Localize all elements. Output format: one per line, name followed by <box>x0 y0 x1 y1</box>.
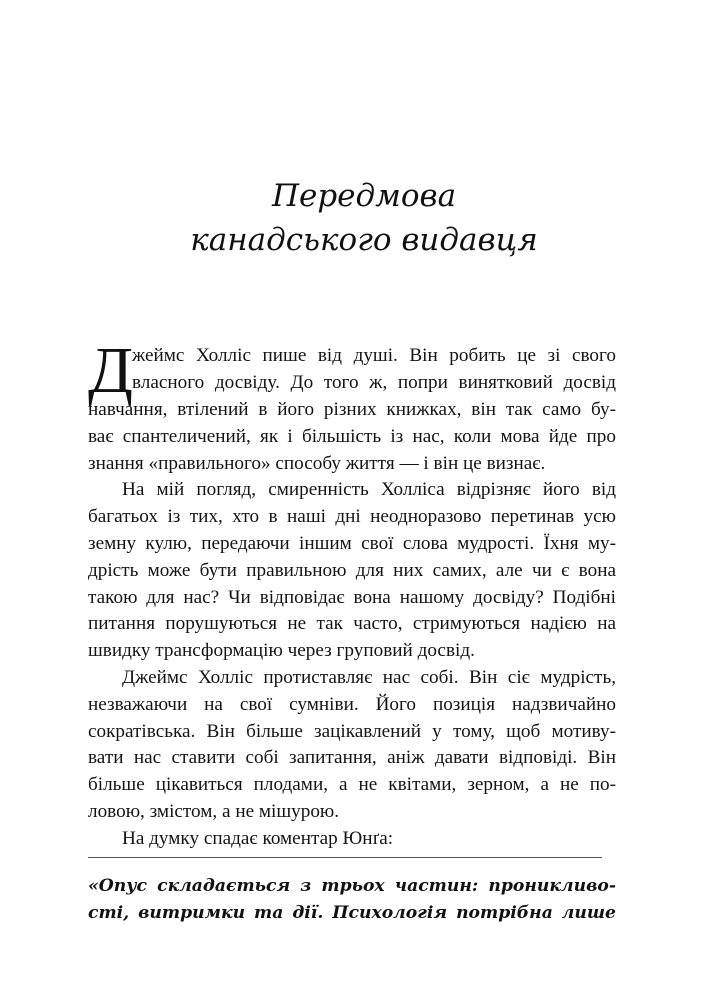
footnote-divider <box>88 857 602 858</box>
paragraph-1-line-1: жеймс Холліс пише від душі. Він робить це зі свого <box>132 345 616 366</box>
chapter-title-line-1: Передмова <box>271 178 457 214</box>
text-line: такою для нас? Чи відповідає вона нашому досвіду? Подібні <box>88 586 616 608</box>
text-line: ловою, змістом, а не мішурою. <box>88 800 340 822</box>
paragraph-1-line-2: власного досвіду. До того ж, попри винятковий досвід <box>132 372 616 393</box>
text-line: дрість може бути правильною для них самих, але чи є вона <box>88 559 616 581</box>
text-line: багатьох із тих, хто в наші дні неодноразово перетинав усю <box>88 506 616 528</box>
text-line: незважаючи на свої сумніви. Його позиція надзвичайно <box>88 693 616 715</box>
quote-line-1: «Опус складається з трьох частин: проникливо- <box>88 876 616 896</box>
text-line: вати нас ставити собі запитання, аніж давати відповіді. Він <box>88 747 616 769</box>
text-line: На мій погляд, смиренність Холліса відрізняє його від <box>122 479 616 501</box>
chapter-title-line-2: канадського видавця <box>190 222 538 258</box>
drop-cap-letter: Д <box>88 334 134 407</box>
text-line: навчання, втілений в його різних книжках, він так само бу- <box>88 399 616 420</box>
text-line: сократівська. Він більше зацікавлений у тому, щоб мотиву- <box>88 720 616 742</box>
quote-block <box>88 872 616 926</box>
chapter-title <box>0 174 728 262</box>
text-line: питання порушуються не так часто, стримуються надією на <box>88 613 616 635</box>
body-text <box>88 397 616 853</box>
text-line: На думку спадає коментар Юнґа: <box>122 827 394 849</box>
quote-line-2: сті, витримки та дії. Психологія потрібна лише <box>88 902 616 923</box>
text-line: знання «правильного» способу життя — і він це визнає. <box>88 452 546 474</box>
text-line: ває спантеличений, як і більшість із нас, коли мова йде про <box>88 425 616 447</box>
text-line: земну кулю, передаючи іншим свої слова мудрості. Їхня му- <box>88 532 616 554</box>
text-line: Джеймс Холліс протиставляє нас собі. Він сіє мудрість, <box>122 666 616 688</box>
text-line: швидку трансформацію через груповий досвід. <box>88 640 475 662</box>
text-line: більше цікавиться плодами, а не квітами, зерном, а не по- <box>88 774 616 796</box>
